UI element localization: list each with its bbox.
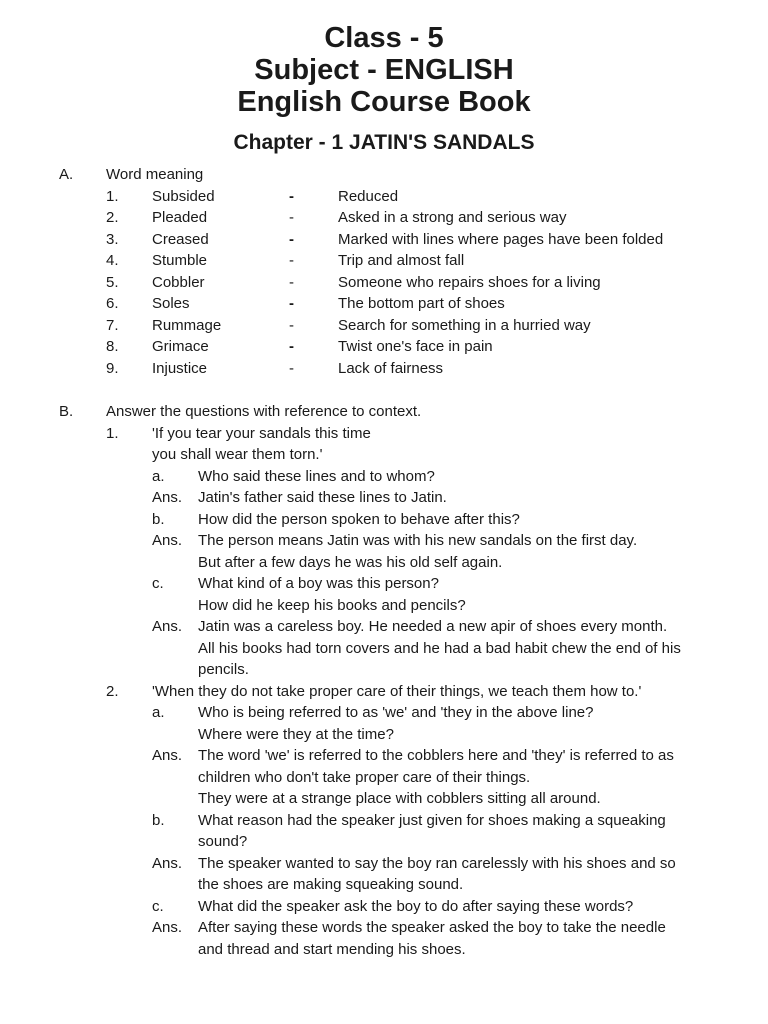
word-number: 4. [106, 252, 119, 269]
section-b-letter: B. [59, 403, 74, 420]
title-block [0, 22, 768, 118]
sub-question-text: What reason had the speaker just given for shoes making a squeaking [198, 812, 666, 829]
answer-label: Ans. [152, 489, 183, 506]
word-term: Rummage [152, 317, 222, 334]
word-dash: - [289, 274, 294, 291]
sub-question-text: What kind of a boy was this person? [198, 575, 439, 592]
word-dash: - [289, 231, 294, 248]
word-term: Creased [152, 231, 209, 248]
answer-text: They were at a strange place with cobblers sitting all around. [198, 790, 601, 807]
word-term: Stumble [152, 252, 208, 269]
sub-question-label: c. [152, 898, 164, 915]
answer-text: The person means Jatin was with his new sandals on the first day. [198, 532, 638, 549]
word-dash: - [289, 295, 294, 312]
sub-question-label: a. [152, 704, 165, 721]
word-meaning: Lack of fairness [338, 360, 444, 377]
word-dash: - [289, 338, 294, 355]
sub-question-text: Where were they at the time? [198, 726, 394, 743]
question-number: 1. [106, 425, 119, 442]
word-dash: - [289, 209, 294, 226]
sub-question-text: sound? [198, 833, 248, 850]
section-a-title: Word meaning [106, 166, 204, 183]
word-meaning: Someone who repairs shoes for a living [338, 274, 601, 291]
word-number: 3. [106, 231, 119, 248]
sub-question-label: c. [152, 575, 164, 592]
sub-question-label: b. [152, 511, 165, 528]
word-dash: - [289, 317, 294, 334]
sub-question-text: Who said these lines and to whom? [198, 468, 435, 485]
sub-question-label: b. [152, 812, 165, 829]
sub-question-text: How did he keep his books and pencils? [198, 597, 466, 614]
answer-label: Ans. [152, 747, 183, 764]
answer-text: The speaker wanted to say the boy ran carelessly with his shoes and so [198, 855, 676, 872]
answer-label: Ans. [152, 618, 183, 635]
class-title: Class - 5 [324, 22, 444, 54]
word-number: 1. [106, 188, 119, 205]
answer-text: All his books had torn covers and he had a bad habit chew the end of his [198, 640, 681, 657]
question-quote-line: 'When they do not take proper care of their things, we teach them how to.' [152, 683, 642, 700]
answer-text: the shoes are making squeaking sound. [198, 876, 464, 893]
section-b-title: Answer the questions with reference to context. [106, 403, 422, 420]
word-meaning: Reduced [338, 188, 399, 205]
word-number: 8. [106, 338, 119, 355]
word-meaning: Twist one's face in pain [338, 338, 493, 355]
answer-text: After saying these words the speaker asked the boy to take the needle [198, 919, 666, 936]
book-title: English Course Book [237, 86, 531, 118]
answer-text: children who don't take proper care of their things. [198, 769, 531, 786]
word-meaning: Asked in a strong and serious way [338, 209, 567, 226]
answer-text: But after a few days he was his old self again. [198, 554, 503, 571]
sub-question-label: a. [152, 468, 165, 485]
answer-text: Jatin was a careless boy. He needed a new apir of shoes every month. [198, 618, 668, 635]
word-term: Soles [152, 295, 190, 312]
word-number: 5. [106, 274, 119, 291]
word-number: 9. [106, 360, 119, 377]
sub-question-text: How did the person spoken to behave after this? [198, 511, 520, 528]
section-a-letter: A. [59, 166, 74, 183]
word-dash: - [289, 360, 294, 377]
word-term: Pleaded [152, 209, 208, 226]
word-term: Grimace [152, 338, 209, 355]
question-quote-line: 'If you tear your sandals this time [152, 425, 371, 442]
answer-text: pencils. [198, 661, 249, 678]
word-meaning: Trip and almost fall [338, 252, 465, 269]
subject-title: Subject - ENGLISH [254, 54, 514, 86]
question-number: 2. [106, 683, 119, 700]
word-number: 6. [106, 295, 119, 312]
answer-label: Ans. [152, 532, 183, 549]
word-dash: - [289, 188, 294, 205]
sub-question-text: What did the speaker ask the boy to do after saying these words? [198, 898, 634, 915]
word-number: 2. [106, 209, 119, 226]
sub-question-text: Who is being referred to as 'we' and 'they in the above line? [198, 704, 594, 721]
word-term: Subsided [152, 188, 215, 205]
answer-label: Ans. [152, 855, 183, 872]
chapter-title: Chapter - 1 JATIN'S SANDALS [233, 131, 535, 154]
word-meaning: Marked with lines where pages have been folded [338, 231, 664, 248]
answer-text: Jatin's father said these lines to Jatin. [198, 489, 447, 506]
answer-text: and thread and start mending his shoes. [198, 941, 466, 958]
word-term: Injustice [152, 360, 208, 377]
word-meaning: The bottom part of shoes [338, 295, 505, 312]
question-quote-line: you shall wear them torn.' [152, 446, 323, 463]
answer-label: Ans. [152, 919, 183, 936]
word-number: 7. [106, 317, 119, 334]
word-term: Cobbler [152, 274, 205, 291]
word-dash: - [289, 252, 294, 269]
answer-text: The word 'we' is referred to the cobblers here and 'they' is referred to as [198, 747, 674, 764]
word-meaning: Search for something in a hurried way [338, 317, 591, 334]
